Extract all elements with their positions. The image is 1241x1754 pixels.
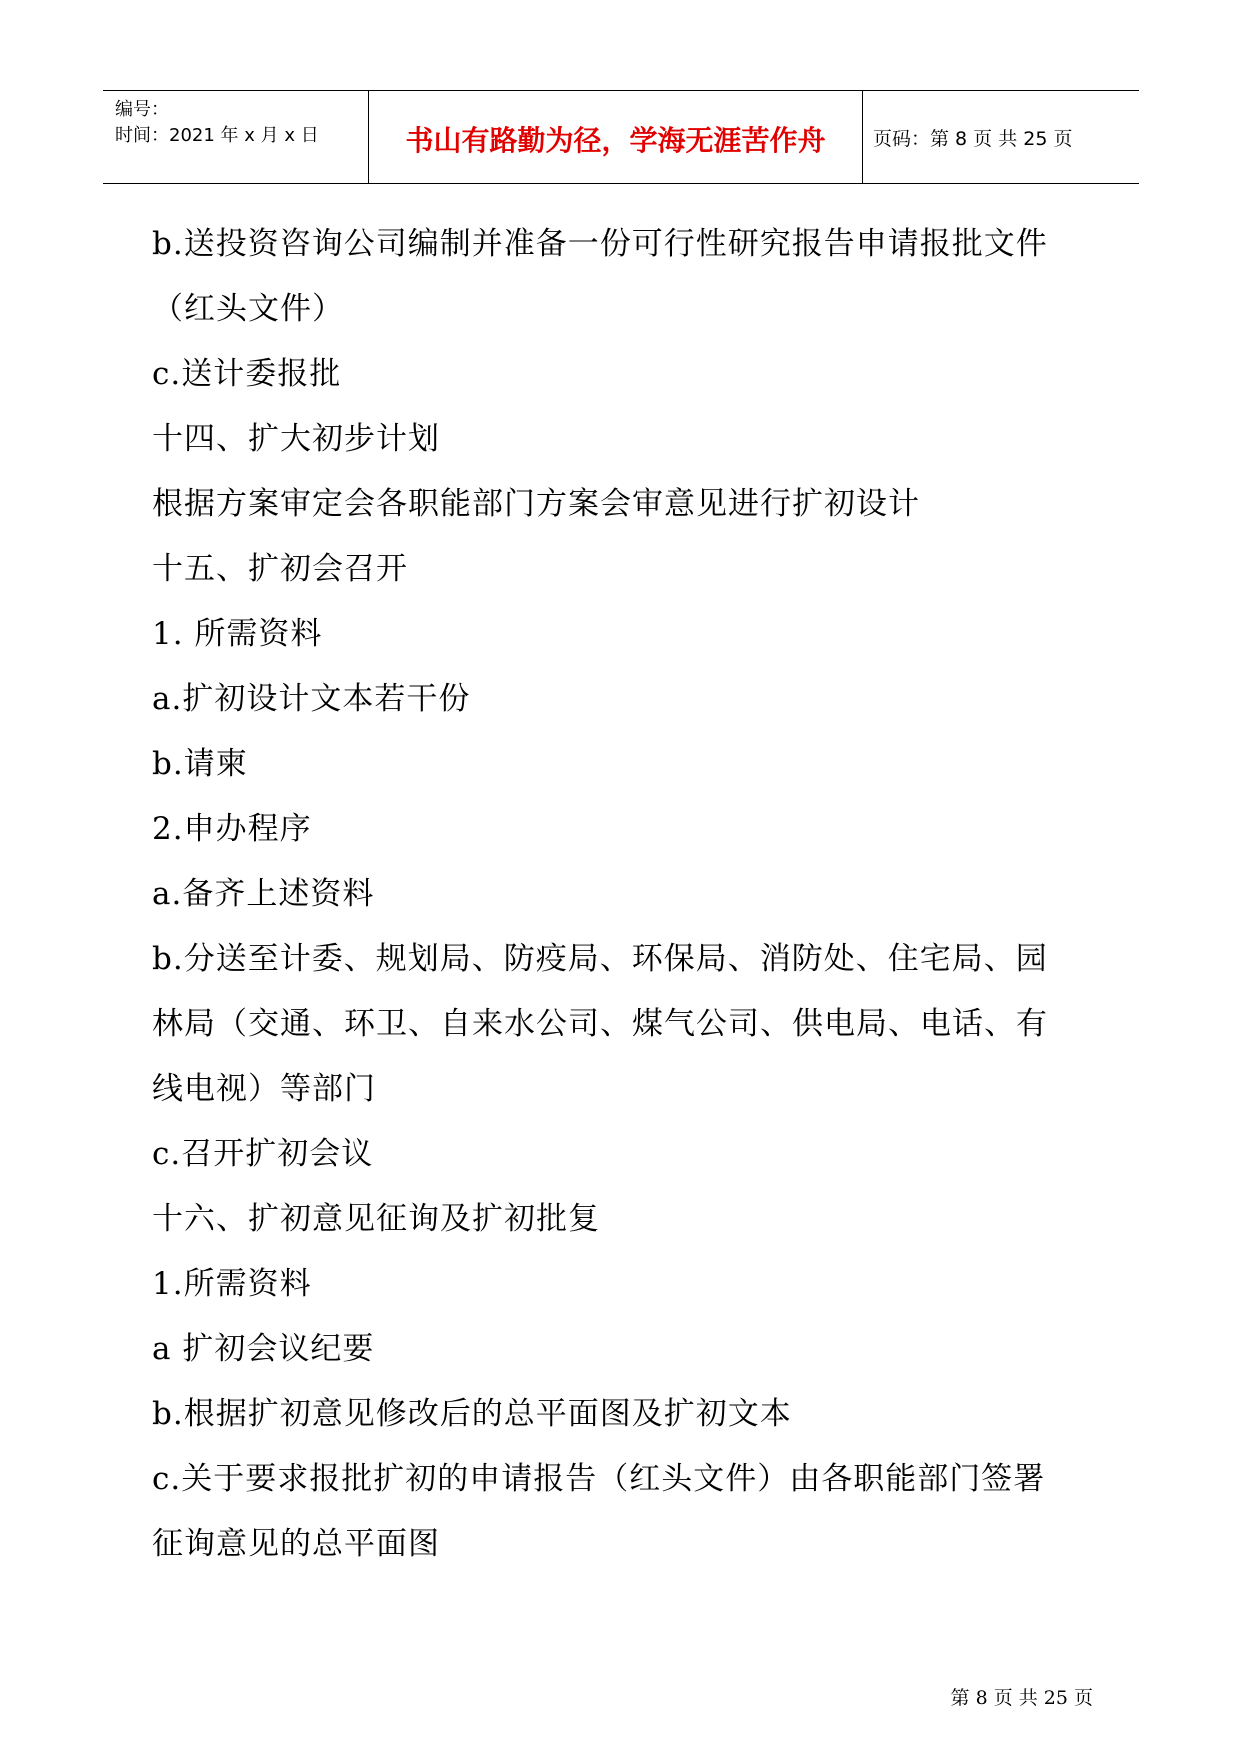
body-line: a.扩初设计文本若干份 [152, 681, 471, 717]
document-time-label: 时间：2021 年 x 月 x 日 [115, 125, 319, 146]
page-header [103, 90, 1139, 184]
body-line: 根据方案审定会各职能部门方案会审意见进行扩初设计 [152, 486, 920, 522]
header-motto: 书山有路勤为径，学海无涯苦作舟 [405, 124, 826, 157]
body-line: 线电视）等部门 [152, 1071, 376, 1107]
body-line: b.根据扩初意见修改后的总平面图及扩初文本 [152, 1396, 792, 1432]
document-body [152, 212, 1092, 1577]
body-line: c.关于要求报批扩初的申请报告（红头文件）由各职能部门签署 [152, 1461, 1046, 1497]
body-line: 林局（交通、环卫、自来水公司、煤气公司、供电局、电话、有 [152, 1006, 1048, 1042]
body-line: b.请柬 [152, 746, 248, 782]
document-number-label: 编号： [115, 99, 169, 120]
header-meta-cell [103, 91, 368, 183]
section-heading: 十四、扩大初步计划 [152, 421, 440, 457]
body-line: b.送投资咨询公司编制并准备一份可行性研究报告申请报批文件 [152, 226, 1048, 262]
body-line: a.备齐上述资料 [152, 876, 375, 912]
body-line: 1.所需资料 [152, 1266, 312, 1302]
section-heading: 十六、扩初意见征询及扩初批复 [152, 1201, 600, 1237]
body-line: b.分送至计委、规划局、防疫局、环保局、消防处、住宅局、园 [152, 941, 1048, 977]
header-motto-cell [368, 91, 863, 183]
body-line: （红头文件） [152, 291, 344, 327]
body-line: 征询意见的总平面图 [152, 1526, 440, 1562]
body-line: 2.申办程序 [152, 811, 312, 847]
body-line: c.送计委报批 [152, 356, 342, 392]
header-page-cell [863, 91, 1139, 183]
page-footer-number: 第 8 页 共 25 页 [950, 1687, 1093, 1709]
body-line: a 扩初会议纪要 [152, 1331, 375, 1367]
body-line: 1. 所需资料 [152, 616, 323, 652]
section-heading: 十五、扩初会召开 [152, 551, 408, 587]
header-page-info: 页码：第 8 页 共 25 页 [873, 128, 1073, 150]
body-line: c.召开扩初会议 [152, 1136, 374, 1172]
